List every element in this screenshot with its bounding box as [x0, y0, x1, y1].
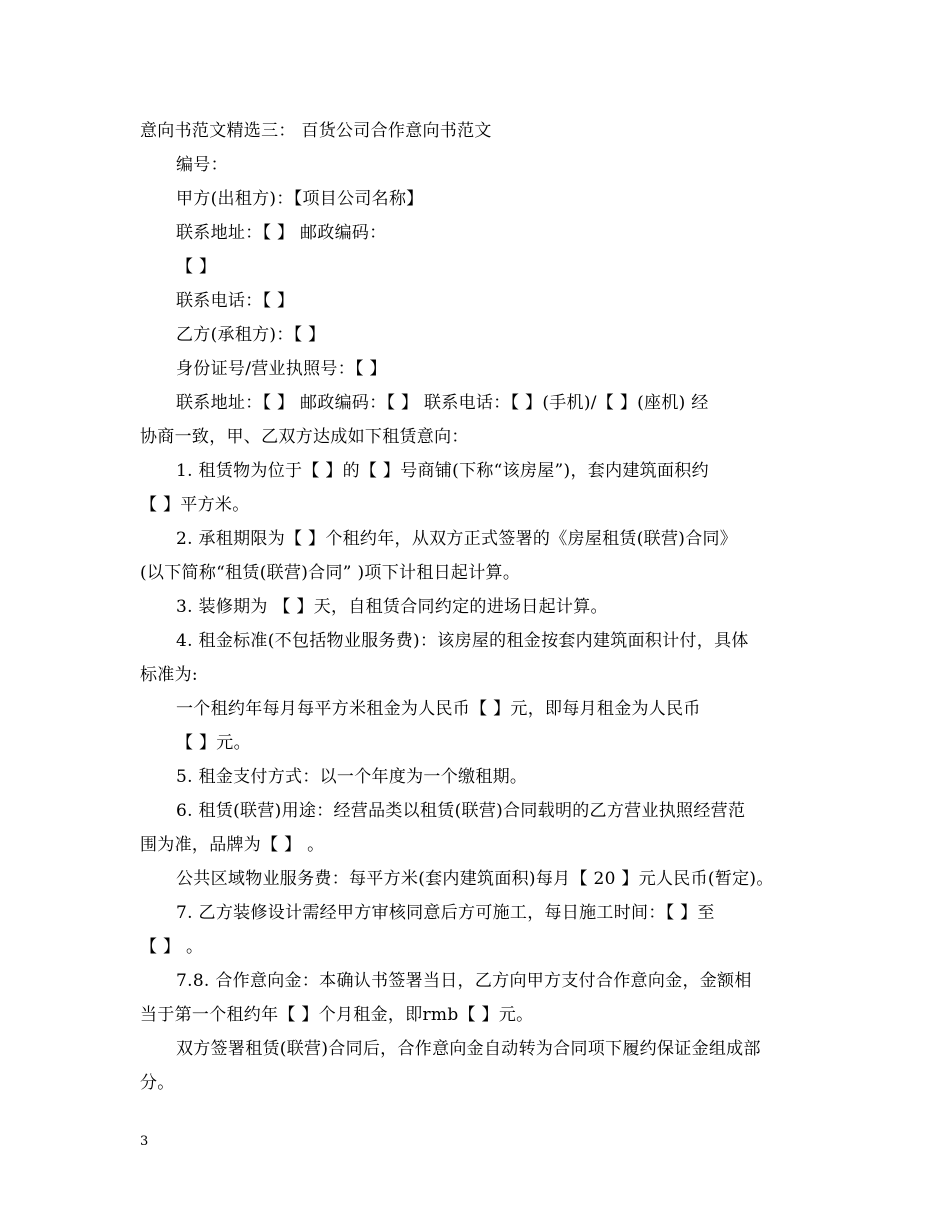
party-a-phone-line: 联系电话：【 】	[176, 291, 295, 311]
clause-6-line: 6. 租赁(联营)用途：经营品类以租赁(联营)合同载明的乙方营业执照经营范	[176, 801, 746, 821]
party-b-contact-line: 联系地址：【 】 邮政编码：【 】 联系电话：【 】(手机)/【 】(座机) 经	[176, 393, 709, 413]
clause-8-line: 7.8. 合作意向金：本确认书签署当日，乙方向甲方支付合作意向金，金额相	[176, 971, 752, 991]
clause-1-line: 1. 租赁物为位于【 】的【 】号商铺(下称“该房屋”)，套内建筑面积约	[176, 461, 709, 481]
rent-standard-line: 一个租约年每月每平方米租金为人民币【 】元，即每月租金为人民币	[176, 699, 701, 719]
party-a-postcode-line: 【 】	[176, 257, 217, 277]
rent-standard-continued: 【 】元。	[176, 733, 251, 753]
clause-3-line: 3. 装修期为 【 】天，自租赁合同约定的进场日起计算。	[176, 597, 608, 617]
agreement-intro-line: 协商一致，甲、乙双方达成如下租赁意向：	[140, 427, 469, 447]
deposit-line: 双方签署租赁(联营)合同后，合作意向金自动转为合同项下履约保证金组成部	[176, 1039, 761, 1059]
document-title: 意向书范文精选三： 百货公司合作意向书范文	[140, 121, 492, 141]
serial-number-line: 编号：	[176, 155, 228, 175]
clause-4-line: 4. 租金标准(不包括物业服务费)：该房屋的租金按套内建筑面积计付，具体	[176, 631, 749, 651]
clause-1-continued: 【 】平方米。	[140, 495, 250, 515]
clause-8-continued: 当于第一个租约年【 】个月租金，即rmb【 】元。	[140, 1005, 534, 1025]
party-b-id-line: 身份证号/营业执照号：【 】	[176, 359, 387, 379]
service-fee-line: 公共区域物业服务费：每平方米(套内建筑面积)每月【 20 】元人民币(暂定)。	[176, 869, 774, 889]
clause-7-continued: 【 】 。	[140, 937, 204, 957]
party-b-line: 乙方(承租方)：【 】	[176, 325, 326, 345]
clause-2-continued: (以下简称“租赁(联营)合同” )项下计租日起计算。	[140, 563, 521, 583]
clause-7-line: 7. 乙方装修设计需经甲方审核同意后方可施工，每日施工时间：【 】至	[176, 903, 715, 923]
clause-6-continued: 围为准，品牌为【 】 。	[140, 835, 325, 855]
page-number: 3	[140, 1134, 149, 1149]
clause-2-line: 2. 承租期限为【 】个租约年，从双方正式签署的《房屋租赁(联营)合同》	[176, 529, 738, 549]
clause-5-line: 5. 租金支付方式：以一个年度为一个缴租期。	[176, 767, 528, 787]
deposit-continued: 分。	[140, 1073, 175, 1093]
party-a-address-line: 联系地址：【 】 邮政编码：	[176, 223, 387, 243]
party-a-line: 甲方(出租方)：【项目公司名称】	[176, 189, 424, 209]
clause-4-continued: 标准为:	[140, 665, 198, 685]
